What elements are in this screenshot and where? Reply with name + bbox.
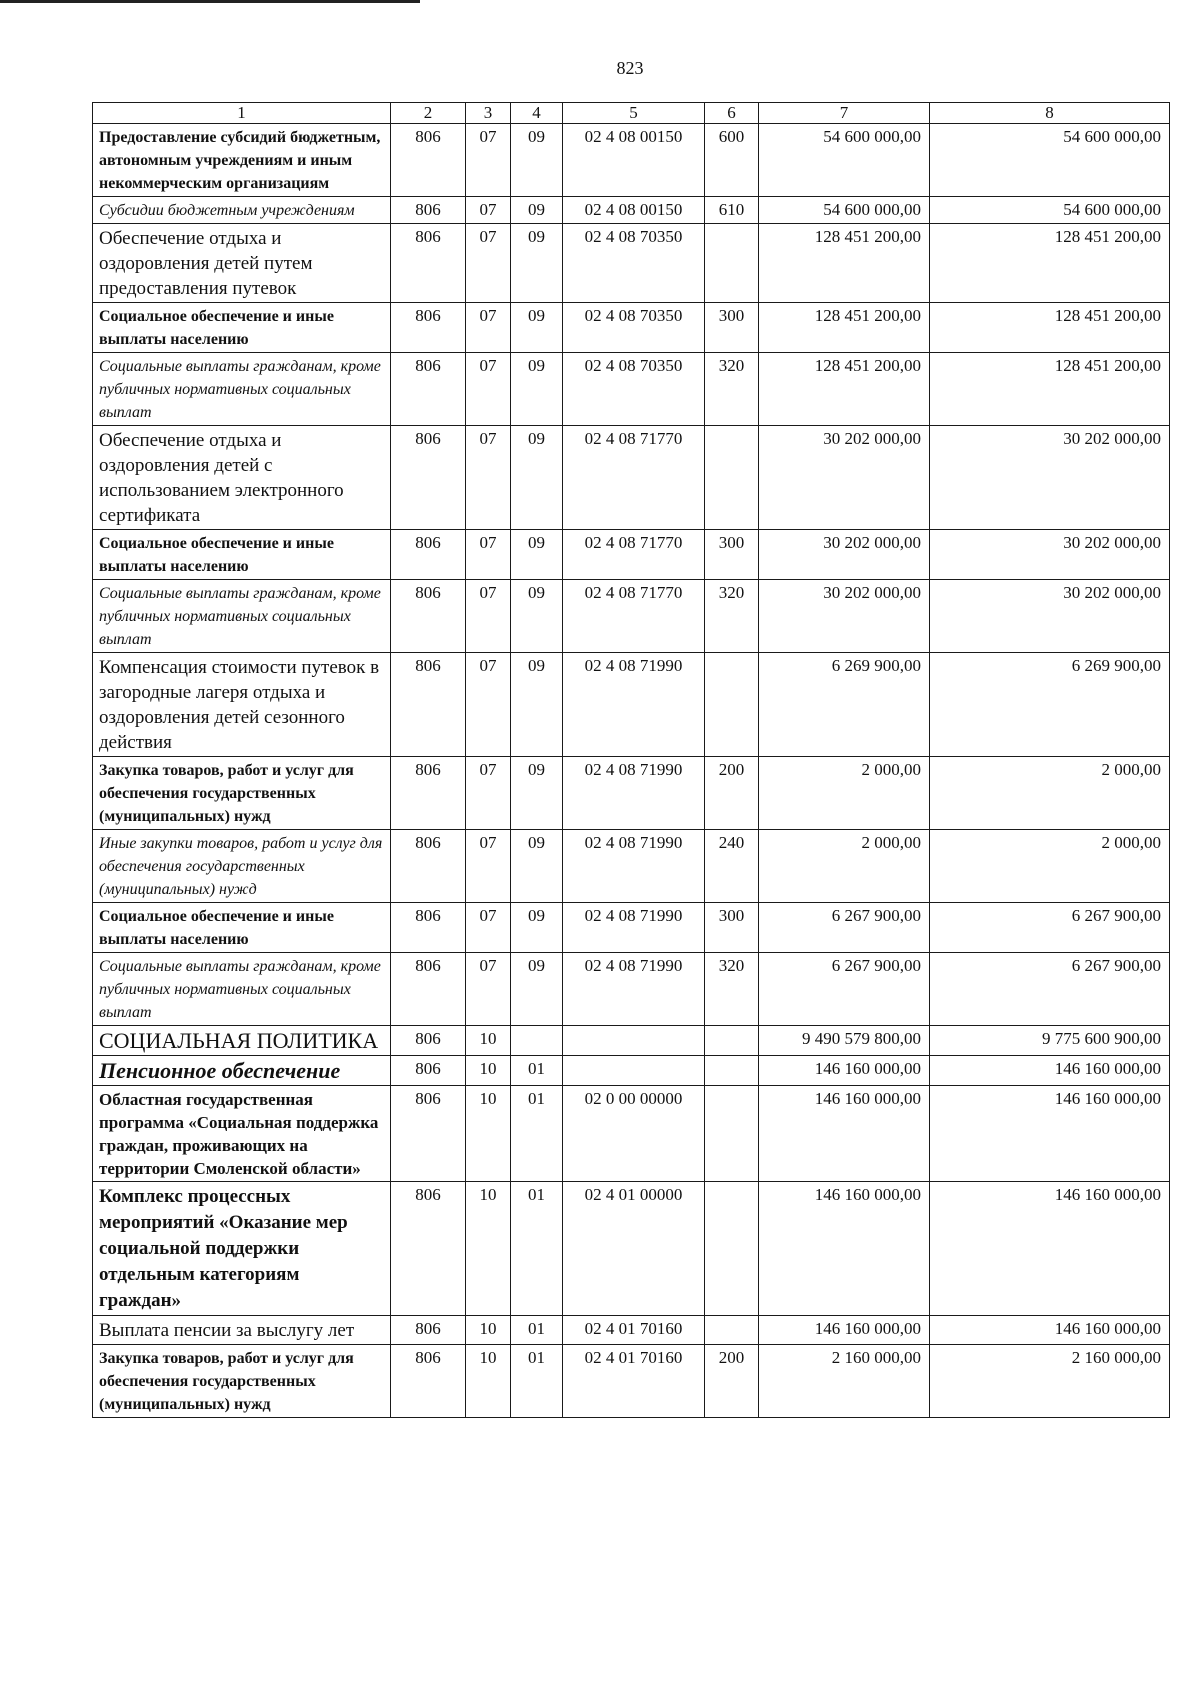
ministry-code: 806: [391, 224, 466, 303]
row-name: Социальное обеспечение и иные выплаты населению: [93, 903, 391, 953]
target-article: 02 4 08 71990: [563, 903, 705, 953]
amount-year-1: 6 267 900,00: [759, 953, 930, 1026]
expense-type: 240: [705, 830, 759, 903]
target-article: 02 4 08 71770: [563, 426, 705, 530]
section-code: 07: [466, 353, 511, 426]
amount-year-2: 146 160 000,00: [930, 1316, 1170, 1345]
target-article: 02 4 08 70350: [563, 303, 705, 353]
subsection-code: 09: [511, 530, 563, 580]
target-article: 02 4 08 71770: [563, 530, 705, 580]
row-name: Пенсионное обеспечение: [93, 1056, 391, 1086]
ministry-code: 806: [391, 903, 466, 953]
amount-year-1: 6 267 900,00: [759, 903, 930, 953]
section-code: 10: [466, 1182, 511, 1316]
column-number: 3: [466, 103, 511, 124]
row-name: Социальные выплаты гражданам, кроме публичных нормативных социальных выплат: [93, 580, 391, 653]
amount-year-1: 146 160 000,00: [759, 1086, 930, 1182]
amount-year-1: 30 202 000,00: [759, 580, 930, 653]
expense-type: [705, 1056, 759, 1086]
amount-year-2: 54 600 000,00: [930, 197, 1170, 224]
target-article: 02 4 08 71770: [563, 580, 705, 653]
amount-year-1: 30 202 000,00: [759, 530, 930, 580]
subsection-code: 09: [511, 124, 563, 197]
subsection-code: [511, 1026, 563, 1056]
ministry-code: 806: [391, 1316, 466, 1345]
amount-year-1: 128 451 200,00: [759, 353, 930, 426]
target-article: [563, 1056, 705, 1086]
row-name: Иные закупки товаров, работ и услуг для обеспечения государственных (муниципальных) нужд: [93, 830, 391, 903]
table-row: [93, 426, 1170, 530]
ministry-code: 806: [391, 303, 466, 353]
ministry-code: 806: [391, 953, 466, 1026]
section-code: 10: [466, 1316, 511, 1345]
row-name: Социальное обеспечение и иные выплаты населению: [93, 303, 391, 353]
section-code: 10: [466, 1056, 511, 1086]
expense-type: 610: [705, 197, 759, 224]
subsection-code: 09: [511, 580, 563, 653]
column-number: 5: [563, 103, 705, 124]
table-row: [93, 580, 1170, 653]
expense-type: [705, 1086, 759, 1182]
amount-year-2: 146 160 000,00: [930, 1056, 1170, 1086]
target-article: 02 4 08 71990: [563, 830, 705, 903]
section-code: 07: [466, 303, 511, 353]
column-number: 7: [759, 103, 930, 124]
row-name: Закупка товаров, работ и услуг для обеспечения государственных (муниципальных) нужд: [93, 1345, 391, 1418]
ministry-code: 806: [391, 653, 466, 757]
subsection-code: 09: [511, 303, 563, 353]
amount-year-1: 146 160 000,00: [759, 1316, 930, 1345]
expense-type: 320: [705, 953, 759, 1026]
row-name: Обеспечение отдыха и оздоровления детей с использованием электронного сертификата: [93, 426, 391, 530]
expense-type: [705, 1182, 759, 1316]
row-name: Субсидии бюджетным учреждениям: [93, 197, 391, 224]
section-code: 07: [466, 653, 511, 757]
expense-type: [705, 653, 759, 757]
ministry-code: 806: [391, 1182, 466, 1316]
amount-year-2: 128 451 200,00: [930, 303, 1170, 353]
subsection-code: 01: [511, 1086, 563, 1182]
target-article: 02 4 08 00150: [563, 124, 705, 197]
amount-year-1: 128 451 200,00: [759, 224, 930, 303]
target-article: 02 4 08 71990: [563, 757, 705, 830]
section-code: 07: [466, 224, 511, 303]
expense-type: 320: [705, 353, 759, 426]
amount-year-1: 6 269 900,00: [759, 653, 930, 757]
subsection-code: 09: [511, 197, 563, 224]
amount-year-2: 6 267 900,00: [930, 903, 1170, 953]
ministry-code: 806: [391, 1026, 466, 1056]
table-row: [93, 953, 1170, 1026]
table-row: [93, 197, 1170, 224]
column-number: 6: [705, 103, 759, 124]
table-row: [93, 353, 1170, 426]
amount-year-2: 128 451 200,00: [930, 224, 1170, 303]
section-code: 07: [466, 580, 511, 653]
ministry-code: 806: [391, 426, 466, 530]
table-row: [93, 1316, 1170, 1345]
amount-year-2: 2 000,00: [930, 757, 1170, 830]
ministry-code: 806: [391, 197, 466, 224]
target-article: 02 4 08 70350: [563, 353, 705, 426]
subsection-code: 09: [511, 953, 563, 1026]
row-name: Закупка товаров, работ и услуг для обеспечения государственных (муниципальных) нужд: [93, 757, 391, 830]
section-code: 07: [466, 757, 511, 830]
amount-year-1: 146 160 000,00: [759, 1182, 930, 1316]
ministry-code: 806: [391, 124, 466, 197]
ministry-code: 806: [391, 1056, 466, 1086]
subsection-code: 09: [511, 224, 563, 303]
row-name: Социальные выплаты гражданам, кроме публичных нормативных социальных выплат: [93, 953, 391, 1026]
target-article: [563, 1026, 705, 1056]
amount-year-1: 30 202 000,00: [759, 426, 930, 530]
table-row: [93, 1026, 1170, 1056]
expense-type: 300: [705, 530, 759, 580]
amount-year-2: 9 775 600 900,00: [930, 1026, 1170, 1056]
target-article: 02 4 08 70350: [563, 224, 705, 303]
target-article: 02 4 01 00000: [563, 1182, 705, 1316]
table-row: [93, 530, 1170, 580]
amount-year-1: 54 600 000,00: [759, 197, 930, 224]
section-code: 07: [466, 830, 511, 903]
section-code: 07: [466, 197, 511, 224]
expense-type: 300: [705, 303, 759, 353]
row-name: Комплекс процессных мероприятий «Оказание мер социальной поддержки отдельным категориям граждан»: [93, 1182, 391, 1316]
column-number-row: [93, 103, 1170, 124]
table-row: [93, 653, 1170, 757]
section-code: 10: [466, 1086, 511, 1182]
subsection-code: 09: [511, 903, 563, 953]
top-rule: [0, 0, 420, 3]
row-name: Предоставление субсидий бюджетным, автономным учреждениям и иным некоммерческим организациям: [93, 124, 391, 197]
row-name: СОЦИАЛЬНАЯ ПОЛИТИКА: [93, 1026, 391, 1056]
row-name: Обеспечение отдыха и оздоровления детей путем предоставления путевок: [93, 224, 391, 303]
amount-year-2: 146 160 000,00: [930, 1182, 1170, 1316]
subsection-code: 09: [511, 830, 563, 903]
amount-year-2: 2 000,00: [930, 830, 1170, 903]
subsection-code: 09: [511, 426, 563, 530]
expense-type: 200: [705, 757, 759, 830]
target-article: 02 4 08 00150: [563, 197, 705, 224]
table-row: [93, 1182, 1170, 1316]
target-article: 02 4 01 70160: [563, 1345, 705, 1418]
amount-year-1: 2 000,00: [759, 830, 930, 903]
expense-type: 200: [705, 1345, 759, 1418]
expense-type: [705, 1026, 759, 1056]
amount-year-2: 2 160 000,00: [930, 1345, 1170, 1418]
amount-year-2: 30 202 000,00: [930, 580, 1170, 653]
section-code: 07: [466, 903, 511, 953]
section-code: 07: [466, 426, 511, 530]
amount-year-1: 2 000,00: [759, 757, 930, 830]
amount-year-1: 128 451 200,00: [759, 303, 930, 353]
expense-type: 600: [705, 124, 759, 197]
table-row: [93, 757, 1170, 830]
subsection-code: 09: [511, 653, 563, 757]
amount-year-2: 30 202 000,00: [930, 426, 1170, 530]
expense-type: [705, 1316, 759, 1345]
subsection-code: 09: [511, 757, 563, 830]
row-name: Областная государственная программа «Социальная поддержка граждан, проживающих на территории Смоленской области»: [93, 1086, 391, 1182]
column-number: 8: [930, 103, 1170, 124]
amount-year-2: 146 160 000,00: [930, 1086, 1170, 1182]
amount-year-2: 128 451 200,00: [930, 353, 1170, 426]
amount-year-1: 2 160 000,00: [759, 1345, 930, 1418]
ministry-code: 806: [391, 580, 466, 653]
amount-year-2: 30 202 000,00: [930, 530, 1170, 580]
ministry-code: 806: [391, 830, 466, 903]
amount-year-2: 6 267 900,00: [930, 953, 1170, 1026]
amount-year-2: 6 269 900,00: [930, 653, 1170, 757]
budget-table: [92, 102, 1170, 1418]
section-code: 07: [466, 953, 511, 1026]
table-row: [93, 124, 1170, 197]
table-row: [93, 1086, 1170, 1182]
table-row: [93, 1056, 1170, 1086]
section-code: 07: [466, 530, 511, 580]
amount-year-1: 54 600 000,00: [759, 124, 930, 197]
target-article: 02 4 08 71990: [563, 953, 705, 1026]
amount-year-1: 9 490 579 800,00: [759, 1026, 930, 1056]
ministry-code: 806: [391, 1345, 466, 1418]
section-code: 07: [466, 124, 511, 197]
row-name: Компенсация стоимости путевок в загородные лагеря отдыха и оздоровления детей сезонного действия: [93, 653, 391, 757]
table-row: [93, 224, 1170, 303]
page-number: 823: [616, 58, 644, 78]
ministry-code: 806: [391, 757, 466, 830]
amount-year-1: 146 160 000,00: [759, 1056, 930, 1086]
target-article: 02 0 00 00000: [563, 1086, 705, 1182]
subsection-code: 01: [511, 1345, 563, 1418]
amount-year-2: 54 600 000,00: [930, 124, 1170, 197]
expense-type: [705, 426, 759, 530]
target-article: 02 4 08 71990: [563, 653, 705, 757]
section-code: 10: [466, 1345, 511, 1418]
row-name: Выплата пенсии за выслугу лет: [93, 1316, 391, 1345]
column-number: 1: [93, 103, 391, 124]
ministry-code: 806: [391, 530, 466, 580]
subsection-code: 01: [511, 1056, 563, 1086]
table-row: [93, 830, 1170, 903]
ministry-code: 806: [391, 1086, 466, 1182]
subsection-code: 09: [511, 353, 563, 426]
column-number: 2: [391, 103, 466, 124]
target-article: 02 4 01 70160: [563, 1316, 705, 1345]
table-row: [93, 1345, 1170, 1418]
row-name: Социальные выплаты гражданам, кроме публичных нормативных социальных выплат: [93, 353, 391, 426]
expense-type: 300: [705, 903, 759, 953]
section-code: 10: [466, 1026, 511, 1056]
column-number: 4: [511, 103, 563, 124]
table-row: [93, 303, 1170, 353]
expense-type: [705, 224, 759, 303]
ministry-code: 806: [391, 353, 466, 426]
table-row: [93, 903, 1170, 953]
subsection-code: 01: [511, 1182, 563, 1316]
expense-type: 320: [705, 580, 759, 653]
subsection-code: 01: [511, 1316, 563, 1345]
row-name: Социальное обеспечение и иные выплаты населению: [93, 530, 391, 580]
